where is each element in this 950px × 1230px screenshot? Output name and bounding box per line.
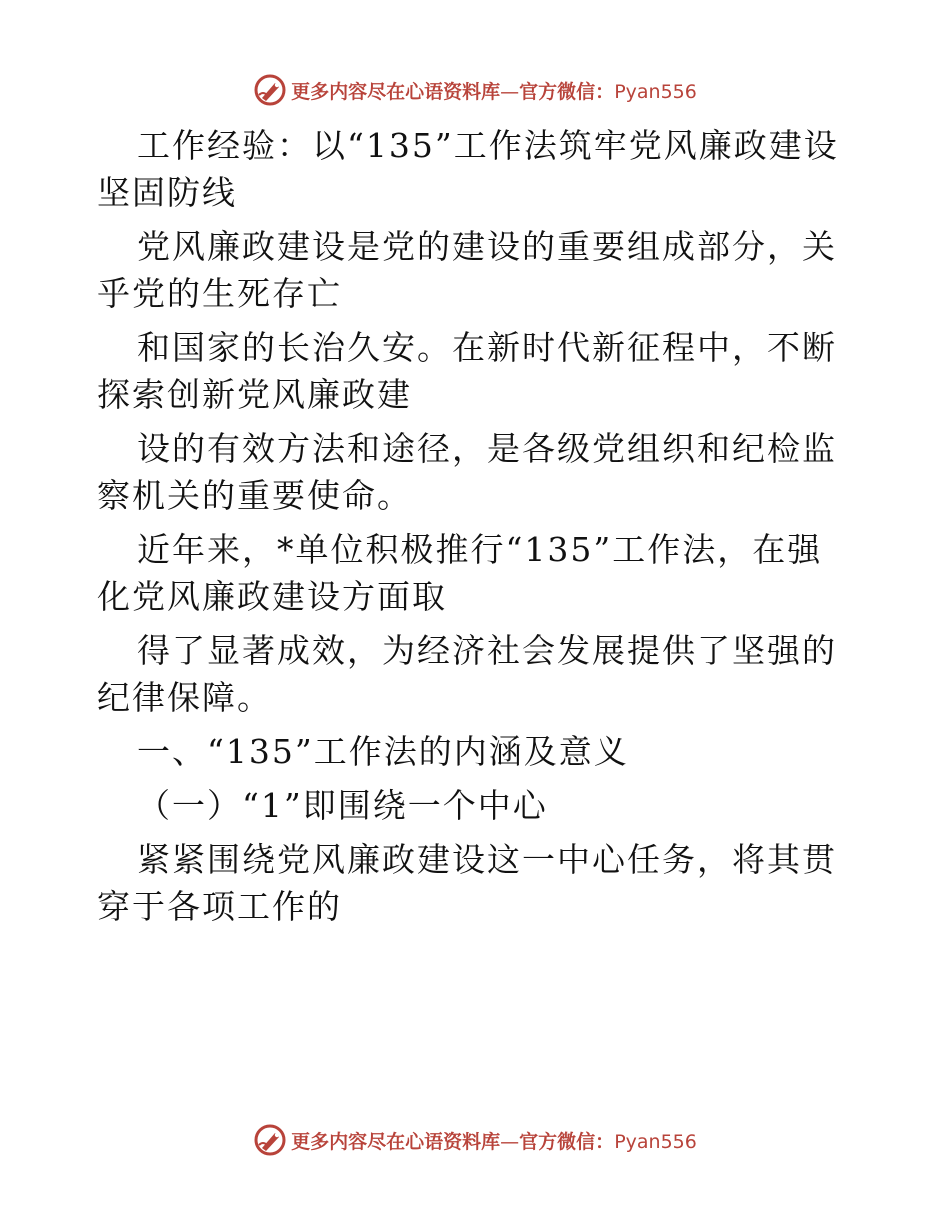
banner-wechat-label: 官方微信： xyxy=(519,1130,615,1153)
banner-wechat-id: Pyan556 xyxy=(614,80,697,103)
banner-text xyxy=(291,77,697,104)
banner-wechat-id: Pyan556 xyxy=(614,1130,697,1153)
banner-wechat-label: 官方微信： xyxy=(519,80,615,103)
document-title: 工作经验：以“135”工作法筑牢党风廉政建设坚固防线 xyxy=(97,126,839,212)
paragraph: 紧紧围绕党风廉政建设这一中心任务，将其贯穿于各项工作的 xyxy=(97,840,837,926)
paragraph: 近年来，*单位积极推行“135”工作法，在强化党风廉政建设方面取 xyxy=(97,530,823,616)
banner-dash: — xyxy=(500,1130,520,1153)
paragraph: 设的有效方法和途径，是各级党组织和纪检监察机关的重要使命。 xyxy=(97,429,837,515)
paragraph: 和国家的长治久安。在新时代新征程中，不断探索创新党风廉政建 xyxy=(97,328,837,414)
pen-nib-logo-icon xyxy=(253,73,287,107)
banner-brand-text: 更多内容尽在心语资料库 xyxy=(291,1130,501,1153)
document-body xyxy=(97,122,857,937)
subsection-heading: （一）“1”即围绕一个中心 xyxy=(137,786,548,825)
footer-banner xyxy=(0,1120,950,1160)
paragraph: 得了显著成效，为经济社会发展提供了坚强的纪律保障。 xyxy=(97,631,837,717)
header-banner xyxy=(0,70,950,110)
pen-nib-logo-icon xyxy=(253,1123,287,1157)
paragraph: 党风廉政建设是党的建设的重要组成部分，关乎党的生死存亡 xyxy=(97,227,837,313)
section-heading: 一、“135”工作法的内涵及意义 xyxy=(137,732,629,771)
banner-dash: — xyxy=(500,80,520,103)
banner-text xyxy=(291,1127,697,1154)
banner-brand-text: 更多内容尽在心语资料库 xyxy=(291,80,501,103)
